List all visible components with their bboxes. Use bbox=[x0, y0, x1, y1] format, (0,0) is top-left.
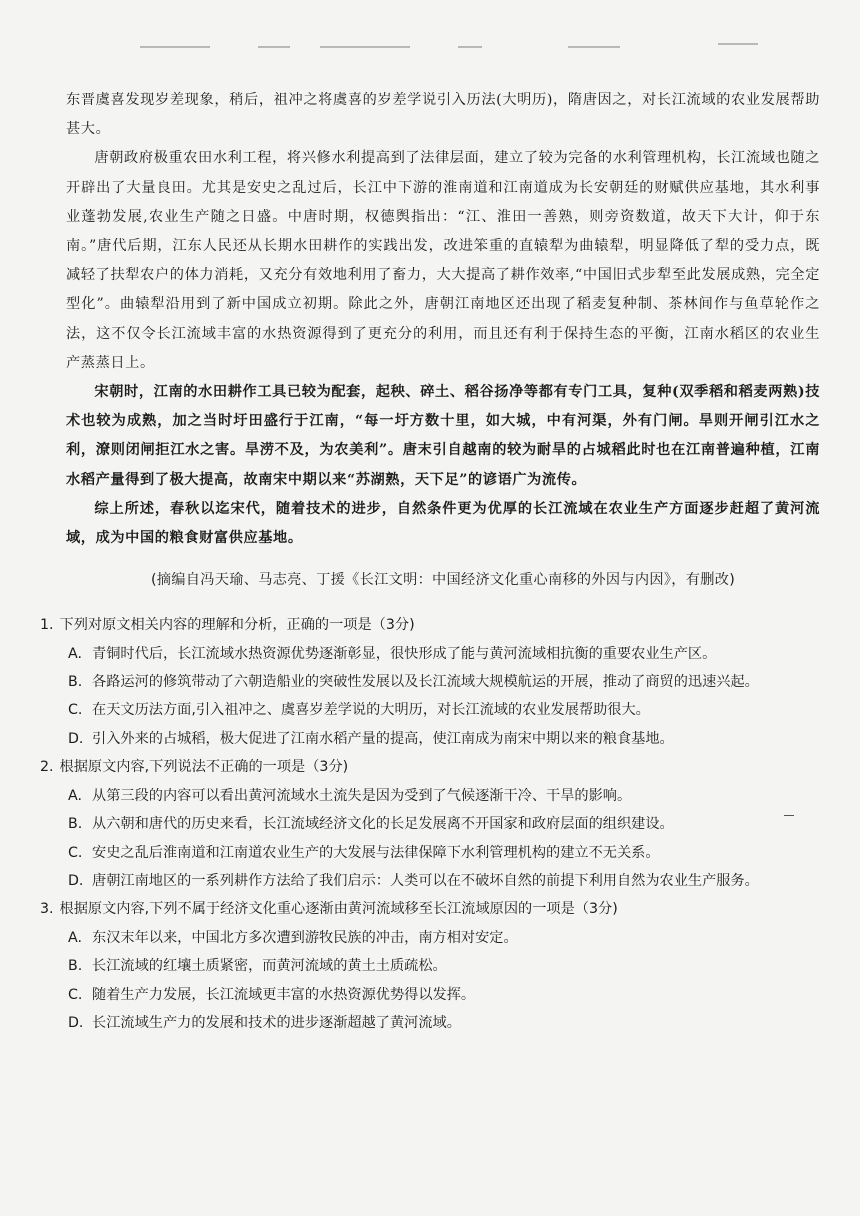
option-letter: C. bbox=[68, 986, 83, 1003]
question-number: 3. bbox=[40, 901, 54, 918]
question-text: 根据原文内容,下列说法不正确的一项是（3分) bbox=[59, 759, 349, 776]
source-citation: (摘编自冯天瑜、马志亮、丁援《长江文明：中国经济文化重心南移的外因与内因》，有删改) bbox=[150, 572, 736, 589]
option-c bbox=[40, 839, 820, 867]
option-text: 从第三段的内容可以看出黄河流域水土流失是因为受到了气候逐渐干冷、干旱的影响。 bbox=[92, 787, 632, 804]
option-letter: B. bbox=[68, 816, 83, 833]
question-stem bbox=[40, 611, 820, 639]
article-paragraph: 东晋虞喜发现岁差现象，稍后，祖冲之将虞喜的岁差学说引入历法(大明历)，隋唐因之，对长江流域的农业发展帮助甚大。 bbox=[66, 92, 820, 138]
option-letter: A. bbox=[68, 645, 82, 662]
scan-artifact-edge-mark bbox=[784, 815, 794, 816]
option-d bbox=[40, 725, 820, 753]
option-a bbox=[40, 640, 820, 668]
question-list bbox=[40, 611, 820, 1037]
scan-artifact-top bbox=[140, 46, 780, 52]
question-1 bbox=[40, 611, 820, 753]
option-c bbox=[40, 981, 820, 1009]
question-text: 下列对原文相关内容的理解和分析，正确的一项是（3分) bbox=[59, 617, 415, 634]
article-body bbox=[66, 86, 820, 553]
article-paragraph: 综上所述，春秋以迄宋代，随着技术的进步，自然条件更为优厚的长江流域在农业生产方面逐步赶超了黄河流域，成为中国的粮食财富供应基地。 bbox=[66, 500, 820, 547]
option-letter: A. bbox=[68, 787, 82, 804]
option-text: 唐朝江南地区的一系列耕作方法给了我们启示：人类可以在不破坏自然的前提下利用自然为农业生产服务。 bbox=[92, 872, 759, 889]
option-d bbox=[40, 867, 820, 895]
option-text: 从六朝和唐代的历史来看，长江流域经济文化的长足发展离不开国家和政府层面的组织建设。 bbox=[92, 816, 674, 833]
article-paragraph: 唐朝政府极重农田水利工程，将兴修水利提高到了法律层面，建立了较为完备的水利管理机构，长江流域也随之开辟出了大量良田。尤其是安史之乱过后，长江中下游的淮南道和江南道成为长安朝廷的财赋供应基地，其水利事业蓬勃发展,农业生产随之日盛。中唐时期，权德舆指出：“江、淮田一善熟，则旁资数道，故天下大计，仰于东南。”唐代后期，江东人民还从长期水田耕作的实践出发，改进笨重的直辕犁为曲辕犁，明显降低了犁的受力点，既减轻了扶犁农户的体力消耗，又充分有效地利用了畜力，大大提高了耕作效率,“中国旧式步犁至此发展成熟，完全定型化”。曲辕犁沿用到了新中国成立初期。除此之外，唐朝江南地区还出现了稻麦复种制、茶林间作与鱼草轮作之法，这不仅令长江流域丰富的水热资源得到了更充分的利用，而且还有利于保持生态的平衡，江南水稻区的农业生产蒸蒸日上。 bbox=[66, 150, 820, 371]
option-text: 东汉末年以来，中国北方多次遭到游牧民族的冲击，南方相对安定。 bbox=[92, 929, 518, 946]
option-text: 引入外来的占城稻，极大促进了江南水稻产量的提高，使江南成为南宋中期以来的粮食基地。 bbox=[92, 730, 674, 747]
option-b bbox=[40, 810, 820, 838]
option-letter: B. bbox=[68, 674, 83, 691]
option-letter: D. bbox=[68, 730, 84, 747]
question-2 bbox=[40, 753, 820, 895]
option-letter: D. bbox=[68, 872, 84, 889]
option-a bbox=[40, 924, 820, 952]
option-text: 在天文历法方面,引入祖冲之、虞喜岁差学说的大明历，对长江流域的农业发展帮助很大。 bbox=[92, 702, 650, 719]
option-text: 随着生产力发展，长江流域更丰富的水热资源优势得以发挥。 bbox=[92, 986, 476, 1003]
option-c bbox=[40, 696, 820, 724]
option-letter: C. bbox=[68, 844, 83, 861]
option-letter: D. bbox=[68, 1014, 84, 1031]
option-d bbox=[40, 1009, 820, 1037]
option-letter: C. bbox=[68, 702, 83, 719]
option-a bbox=[40, 782, 820, 810]
option-text: 各路运河的修筑带动了六朝造船业的突破性发展以及长江流域大规模航运的开展，推动了商贸的迅速兴起。 bbox=[92, 674, 759, 691]
question-3 bbox=[40, 895, 820, 1037]
option-b bbox=[40, 952, 820, 980]
question-text: 根据原文内容,下列不属于经济文化重心逐渐由黄河流域移至长江流域原因的一项是（3分) bbox=[59, 901, 618, 918]
option-text: 安史之乱后淮南道和江南道农业生产的大发展与法律保障下水利管理机构的建立不无关系。 bbox=[92, 844, 660, 861]
option-text: 长江流域生产力的发展和技术的进步逐渐超越了黄河流域。 bbox=[92, 1014, 461, 1031]
option-b bbox=[40, 668, 820, 696]
question-number: 1. bbox=[40, 617, 54, 634]
option-letter: B. bbox=[68, 958, 83, 975]
question-stem bbox=[40, 895, 820, 923]
question-stem bbox=[40, 753, 820, 781]
option-text: 长江流域的红壤土质紧密，而黄河流域的黄土土质疏松。 bbox=[92, 958, 447, 975]
option-letter: A. bbox=[68, 929, 82, 946]
question-number: 2. bbox=[40, 759, 54, 776]
article-paragraph: 宋朝时，江南的水田耕作工具已较为配套，起秧、碎土、稻谷扬净等都有专门工具，复种(双季稻和稻麦两熟)技术也较为成熟，加之当时圩田盛行于江南，“每一圩方数十里，如大城，中有河渠，外有门闸。旱则开闸引江水之利，潦则闭闸拒江水之害。旱涝不及，为农美利”。唐末引自越南的较为耐旱的占城稻此时也在江南普遍种植，江南水稻产量得到了极大提高，故南宋中期以来“苏湖熟，天下足”的谚语广为流传。 bbox=[66, 384, 820, 488]
option-text: 青铜时代后，长江流域水热资源优势逐渐彰显，很快形成了能与黄河流域相抗衡的重要农业生产区。 bbox=[92, 645, 717, 662]
